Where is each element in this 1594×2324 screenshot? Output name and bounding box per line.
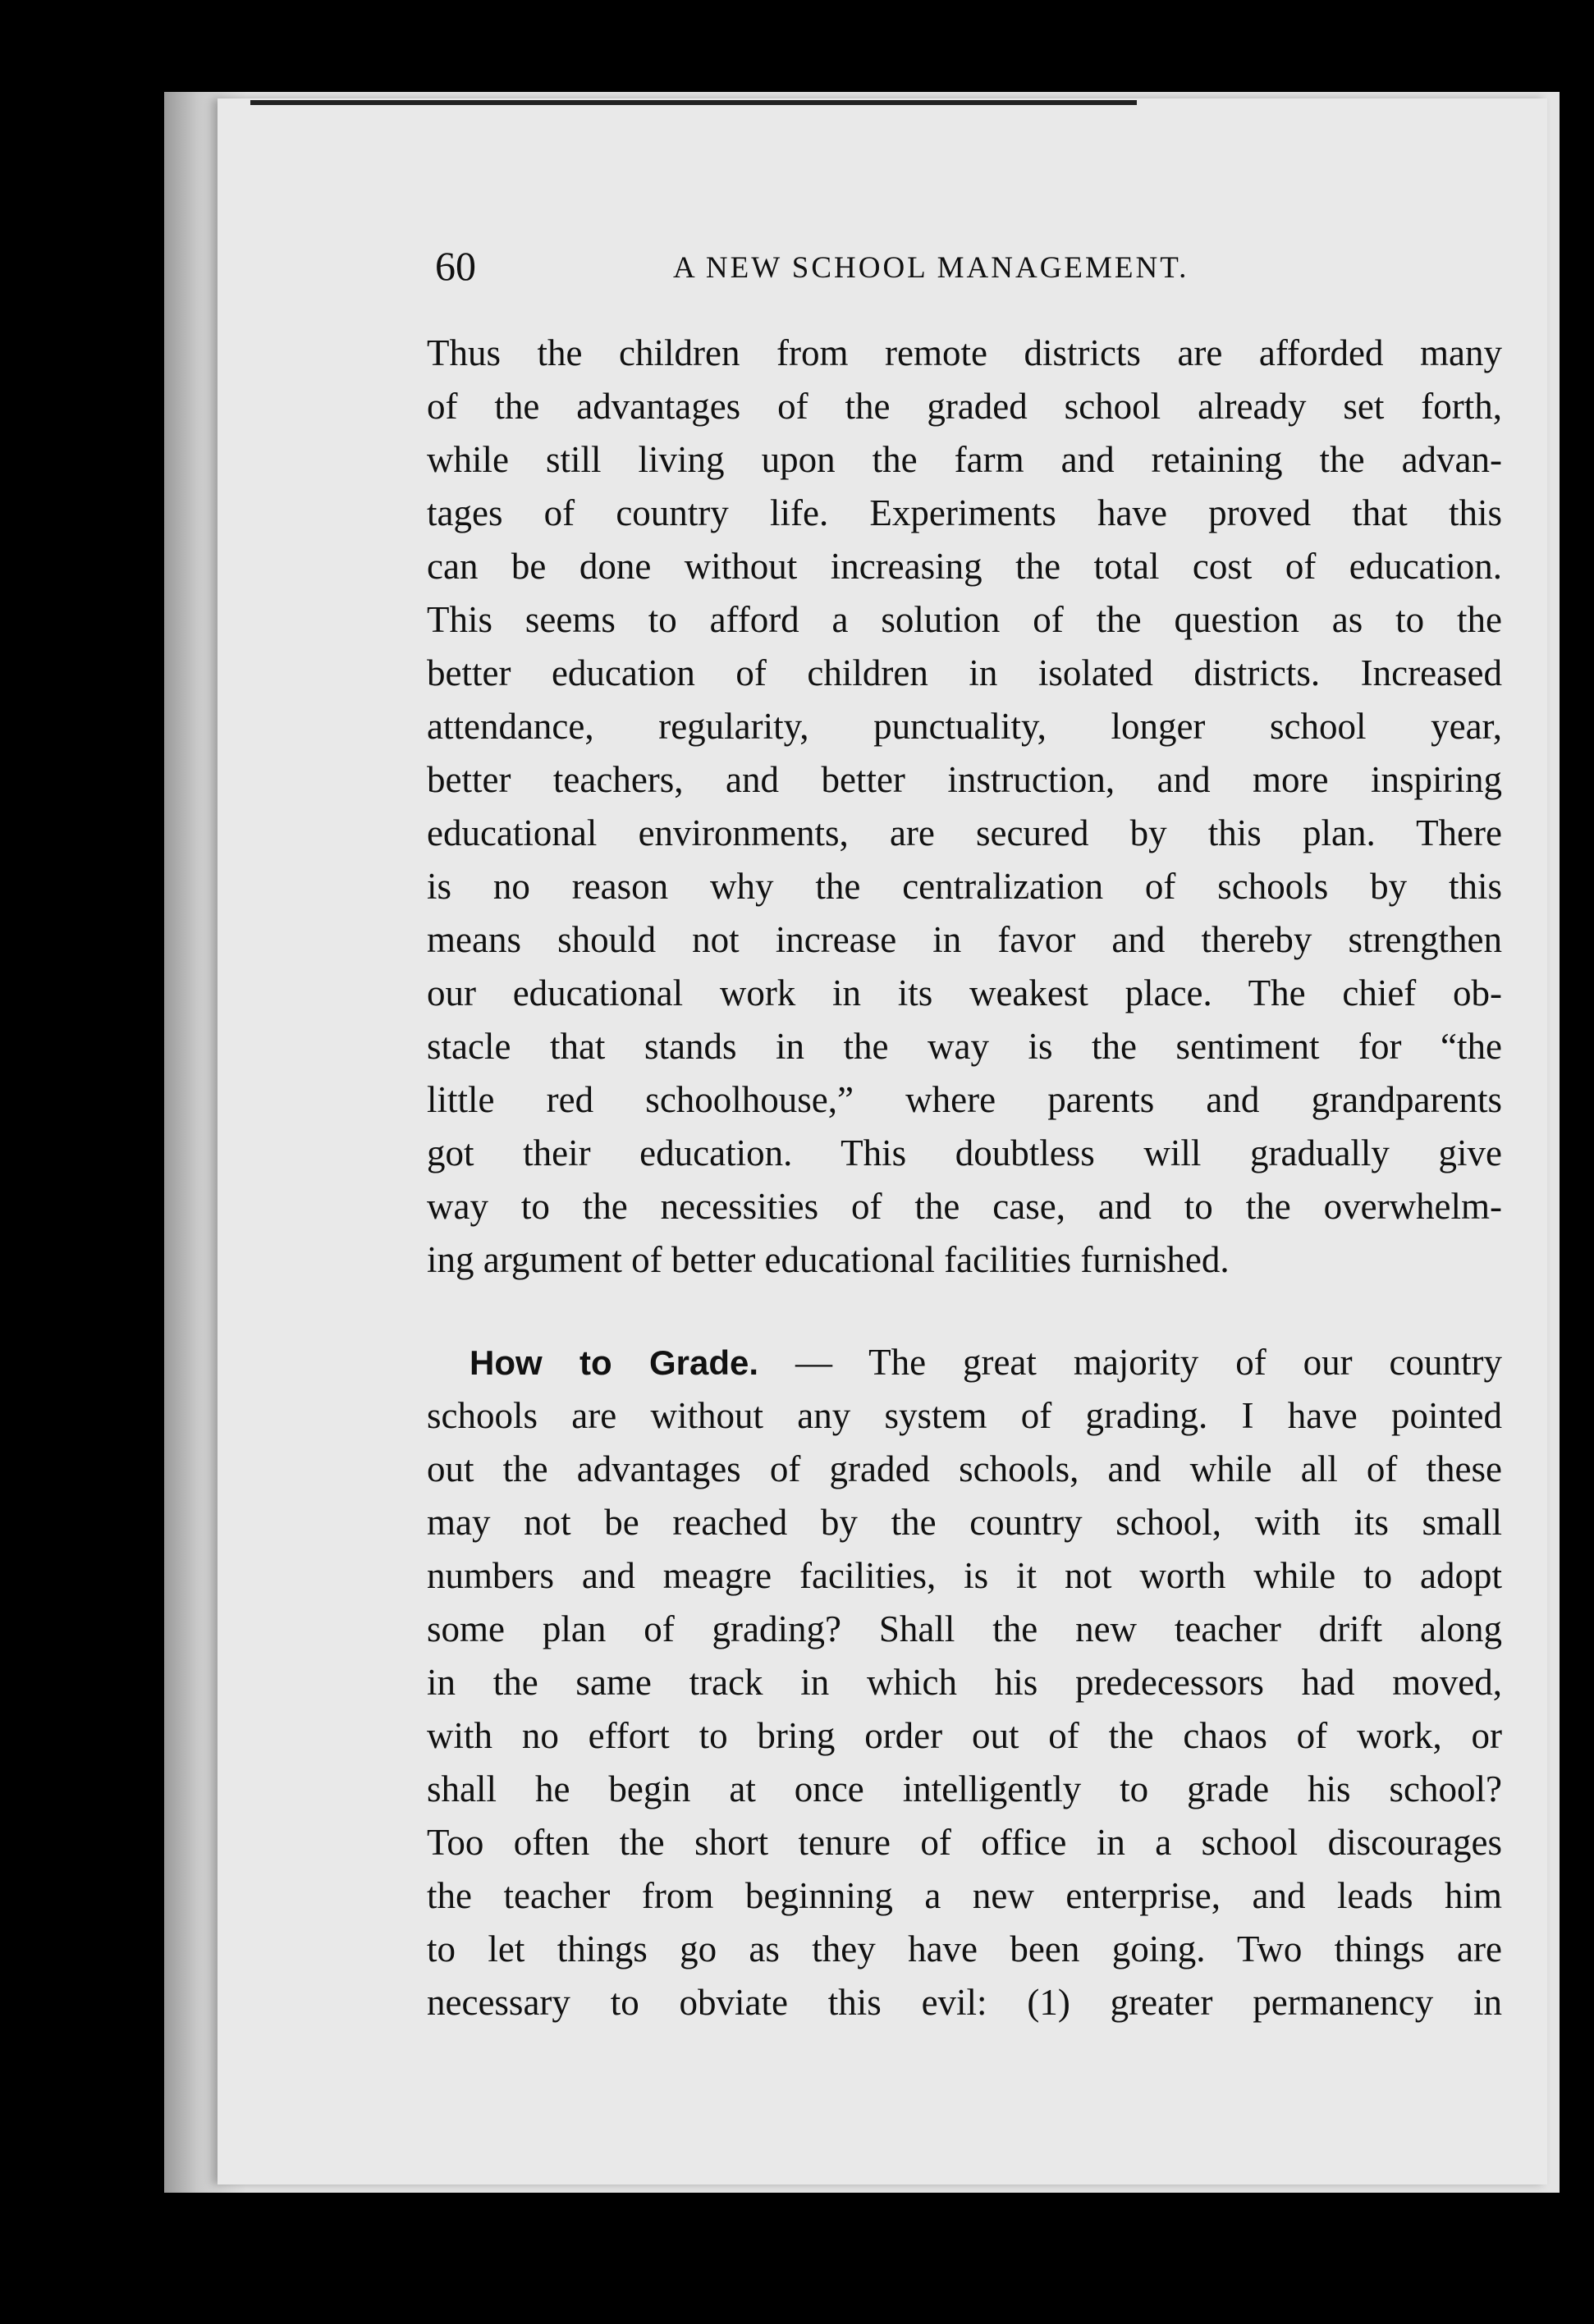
body-text bbox=[427, 327, 1502, 2029]
text-line: schools are without any system of grading. I have pointed bbox=[427, 1395, 1502, 1436]
text-line: tages of country life. Experiments have proved that this bbox=[427, 492, 1502, 533]
text-line: attendance, regularity, punctuality, longer school year, bbox=[427, 706, 1502, 747]
text-line: in the same track in which his predecessors had moved, bbox=[427, 1662, 1502, 1703]
running-head: A NEW SCHOOL MANAGEMENT. bbox=[673, 251, 1189, 285]
text-line: necessary to obviate this evil: (1) greater permanency in bbox=[427, 1982, 1502, 2023]
paragraph-1 bbox=[427, 327, 1502, 1287]
text-line: better teachers, and better instruction, and more inspiring bbox=[427, 759, 1502, 800]
run-in-heading: How to Grade. bbox=[469, 1343, 759, 1382]
text-line: may not be reached by the country school, with its small bbox=[427, 1502, 1502, 1543]
text-line: to let things go as they have been going. Two things are bbox=[427, 1928, 1502, 1969]
text-line: Thus the children from remote districts are afforded many bbox=[427, 332, 1502, 373]
text-line: while still living upon the farm and retaining the advan- bbox=[427, 439, 1502, 480]
text-line: better education of children in isolated districts. Increased bbox=[427, 652, 1502, 693]
text-line bbox=[427, 1336, 1502, 1389]
first-line-text: — The great majority of our country bbox=[758, 1342, 1502, 1383]
text-line: educational environments, are secured by this plan. There bbox=[427, 812, 1502, 853]
page-header bbox=[435, 242, 1518, 291]
text-line: This seems to afford a solution of the question as to the bbox=[427, 599, 1502, 640]
paragraph-2 bbox=[427, 1336, 1502, 2029]
text-line: can be done without increasing the total cost of education. bbox=[427, 546, 1502, 587]
text-line: means should not increase in favor and thereby strengthen bbox=[427, 919, 1502, 960]
page-number: 60 bbox=[435, 243, 476, 289]
text-line: numbers and meagre facilities, is it not worth while to adopt bbox=[427, 1555, 1502, 1596]
page-top-rule bbox=[250, 100, 1137, 105]
text-line: stacle that stands in the way is the sentiment for “the bbox=[427, 1026, 1502, 1067]
text-line: is no reason why the centralization of schools by this bbox=[427, 866, 1502, 907]
text-line: little red schoolhouse,” where parents and grandparents bbox=[427, 1079, 1502, 1120]
text-line: ing argument of better educational facilities furnished. bbox=[427, 1239, 1230, 1280]
text-line: the teacher from beginning a new enterprise, and leads him bbox=[427, 1875, 1502, 1916]
text-line: our educational work in its weakest place. The chief ob- bbox=[427, 972, 1502, 1013]
text-line: of the advantages of the graded school already set forth, bbox=[427, 386, 1502, 427]
text-line: Too often the short tenure of office in a school discourages bbox=[427, 1822, 1502, 1863]
text-line: way to the necessities of the case, and to the overwhelm- bbox=[427, 1186, 1502, 1227]
text-line: out the advantages of graded schools, and while all of these bbox=[427, 1448, 1502, 1489]
text-line: got their education. This doubtless will gradually give bbox=[427, 1132, 1502, 1173]
text-line: with no effort to bring order out of the chaos of work, or bbox=[427, 1715, 1502, 1756]
text-line: some plan of grading? Shall the new teacher drift along bbox=[427, 1608, 1502, 1649]
text-line: shall he begin at once intelligently to grade his school? bbox=[427, 1768, 1502, 1809]
